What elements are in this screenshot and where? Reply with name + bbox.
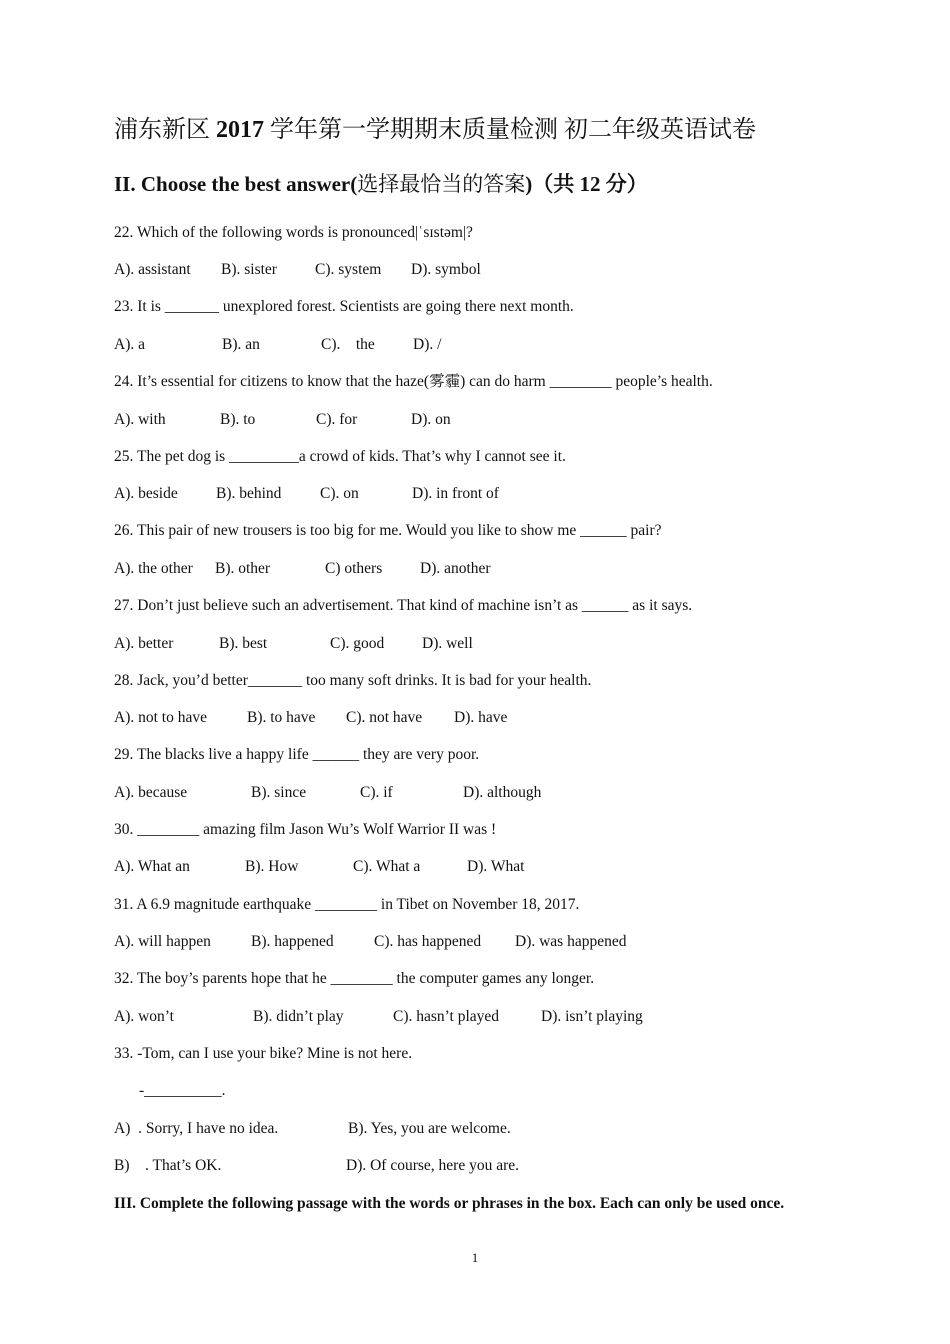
exam-title xyxy=(114,114,756,146)
section-2-tail: )（共 12 分） xyxy=(525,172,648,196)
section-2-head: II. Choose the best answer( xyxy=(114,172,358,196)
question-31: 31. A 6.9 magnitude earthquake ________ in Tibet on November 18, 2017. xyxy=(114,896,580,913)
q33-option-a: A) . Sorry, I have no idea. xyxy=(114,1120,279,1137)
title-prefix: 浦东新区 xyxy=(114,117,216,143)
q22-option-c: C). system xyxy=(315,261,382,278)
question-29: 29. The blacks live a happy life ______ they are very poor. xyxy=(114,746,480,763)
page-number: 1 xyxy=(471,1250,479,1265)
question-32: 32. The boy’s parents hope that he ________ the computer games any longer. xyxy=(114,970,595,987)
q24-option-c: C). for xyxy=(316,411,358,428)
q22-option-a: A). assistant xyxy=(114,261,191,278)
q31-option-d: D). was happened xyxy=(515,933,627,950)
q28-option-d: D). have xyxy=(454,709,508,726)
section-2-cn: 选择最恰当的答案 xyxy=(357,172,526,196)
q33-answer-blank: -__________. xyxy=(139,1082,226,1099)
q32-option-c: C). hasn’t played xyxy=(393,1008,500,1025)
q24-option-b: B). to xyxy=(220,411,256,428)
section-2-heading xyxy=(114,170,648,198)
q23-option-b: B). an xyxy=(222,336,260,353)
q31-option-a: A). will happen xyxy=(114,933,211,950)
q25-option-a: A). beside xyxy=(114,485,178,502)
q29-option-b: B). since xyxy=(251,784,307,801)
question-25: 25. The pet dog is _________a crowd of kids. That’s why I cannot see it. xyxy=(114,448,566,465)
q24-option-a: A). with xyxy=(114,411,166,428)
q30-option-d: D). What xyxy=(467,858,525,875)
q30-option-b: B). How xyxy=(245,858,299,875)
q30-option-a: A). What an xyxy=(114,858,190,875)
q31-option-b: B). happened xyxy=(251,933,334,950)
q22-option-b: B). sister xyxy=(221,261,277,278)
q25-option-d: D). in front of xyxy=(412,485,499,502)
q25-option-b: B). behind xyxy=(216,485,282,502)
q27-option-c: C). good xyxy=(330,635,385,652)
q32-option-a: A). won’t xyxy=(114,1008,174,1025)
q23-option-c: C). the xyxy=(321,336,375,353)
q23-option-d: D). / xyxy=(413,336,442,353)
q28-option-c: C). not have xyxy=(346,709,423,726)
question-24: 24. It’s essential for citizens to know that the haze(雾霾) can do harm ________ people’s health. xyxy=(114,373,713,390)
question-28: 28. Jack, you’d better_______ too many soft drinks. It is bad for your health. xyxy=(114,672,592,689)
q26-option-b: B). other xyxy=(215,560,271,577)
q30-option-c: C). What a xyxy=(353,858,421,875)
q29-option-d: D). although xyxy=(463,784,542,801)
q27-option-d: D). well xyxy=(422,635,473,652)
question-33: 33. -Tom, can I use your bike? Mine is not here. xyxy=(114,1045,413,1062)
q25-option-c: C). on xyxy=(320,485,359,502)
q27-option-b: B). best xyxy=(219,635,268,652)
q26-option-d: D). another xyxy=(420,560,491,577)
question-22: 22. Which of the following words is pronounced|ˈsɪstəm|? xyxy=(114,224,473,241)
q26-option-a: A). the other xyxy=(114,560,193,577)
q33-option-c: B) . That’s OK. xyxy=(114,1157,222,1174)
title-year: 2017 xyxy=(216,117,264,143)
q26-option-c: C) others xyxy=(325,560,383,577)
q23-option-a: A). a xyxy=(114,336,145,353)
q28-option-b: B). to have xyxy=(247,709,316,726)
q32-option-b: B). didn’t play xyxy=(253,1008,344,1025)
question-27: 27. Don’t just believe such an advertisement. That kind of machine isn’t as ______ as it says. xyxy=(114,597,693,614)
question-23: 23. It is _______ unexplored forest. Scientists are going there next month. xyxy=(114,298,574,315)
question-30: 30. ________ amazing film Jason Wu’s Wolf Warrior II was ! xyxy=(114,821,497,838)
section-3-heading: III. Complete the following passage with the words or phrases in the box. Each can only be used once. xyxy=(114,1195,785,1212)
title-suffix: 学年第一学期期末质量检测 初二年级英语试卷 xyxy=(264,117,756,143)
q31-option-c: C). has happened xyxy=(374,933,482,950)
q29-option-c: C). if xyxy=(360,784,393,801)
question-26: 26. This pair of new trousers is too big for me. Would you like to show me ______ pair? xyxy=(114,522,662,539)
q28-option-a: A). not to have xyxy=(114,709,207,726)
q24-option-d: D). on xyxy=(411,411,451,428)
q33-option-b: B). Yes, you are welcome. xyxy=(348,1120,511,1137)
q22-option-d: D). symbol xyxy=(411,261,481,278)
q27-option-a: A). better xyxy=(114,635,174,652)
q29-option-a: A). because xyxy=(114,784,188,801)
q32-option-d: D). isn’t playing xyxy=(541,1008,643,1025)
q33-option-d: D). Of course, here you are. xyxy=(346,1157,520,1174)
